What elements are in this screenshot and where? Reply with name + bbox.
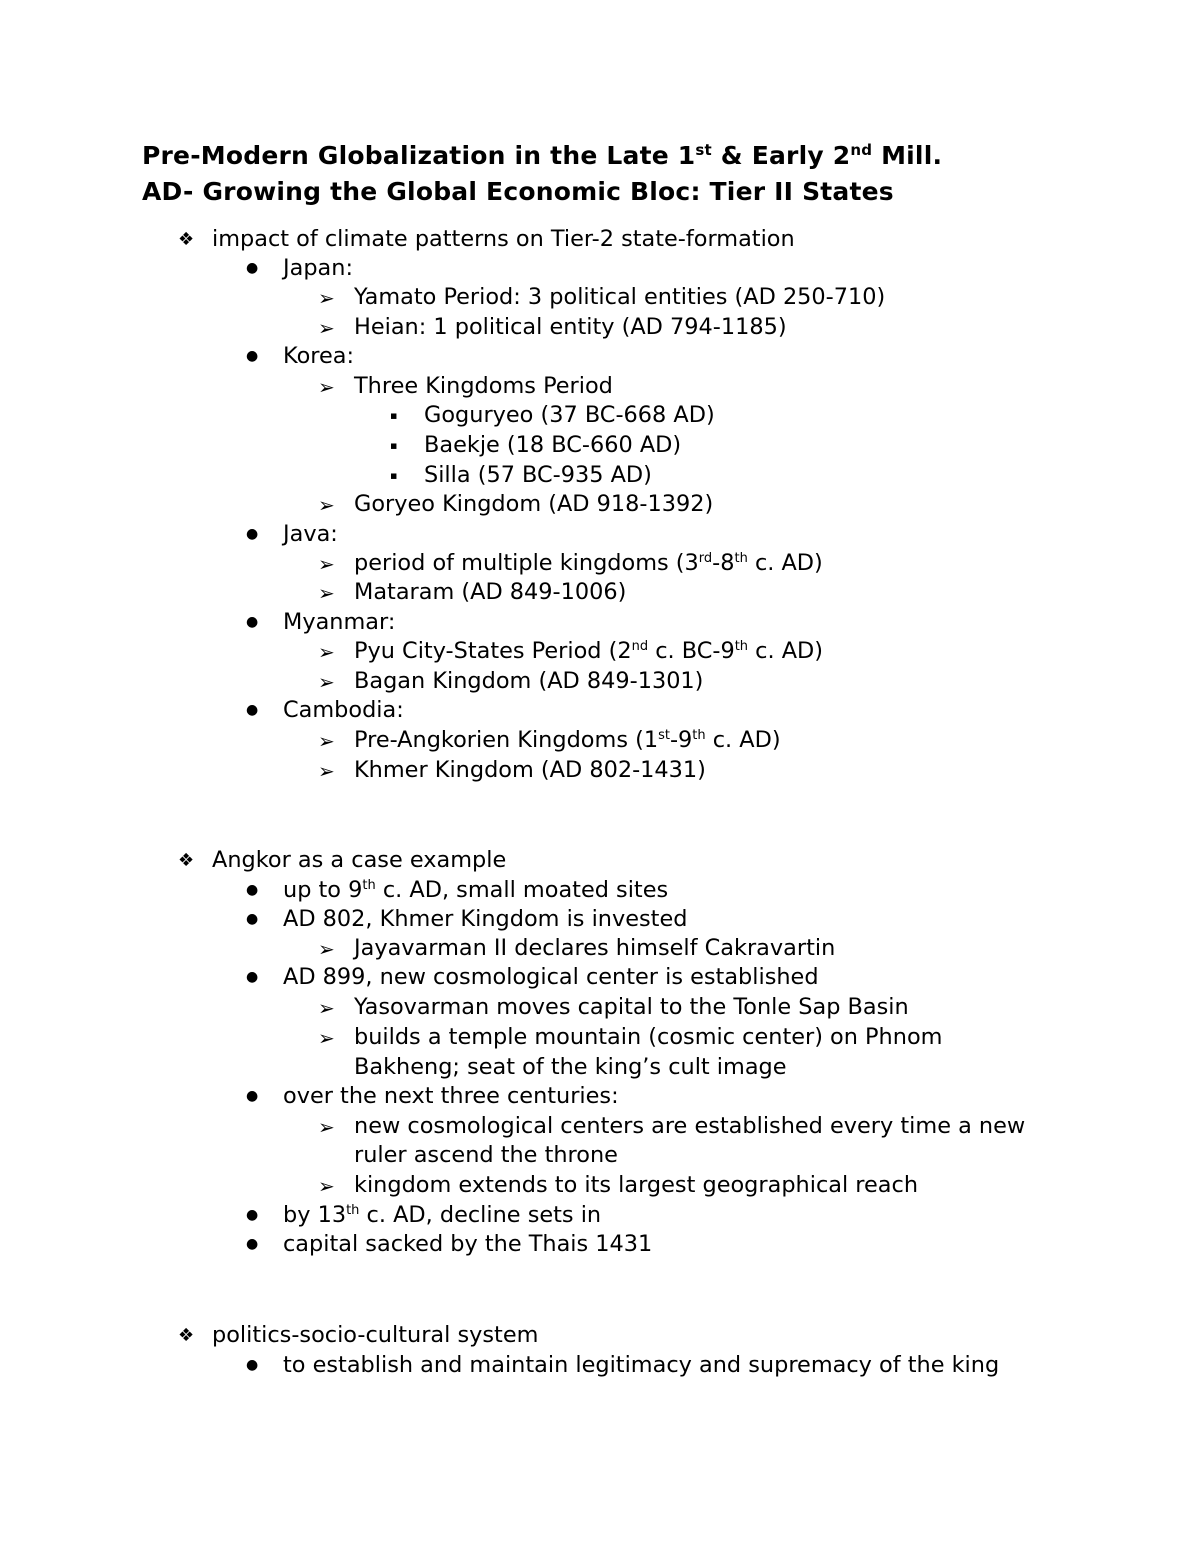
title-line-2: AD- Growing the Global Economic Bloc: Tier II States [142,177,894,206]
item-text: c. AD) [748,638,824,664]
outline-item-level-2 [283,523,338,545]
item-text: Japan: [283,255,353,281]
round-bullet-icon: ● [246,1088,259,1104]
item-text: c. AD, small moated sites [375,877,669,903]
ordinal-superscript: nd [631,639,649,654]
arrow-bullet-icon: ➢ [318,286,335,310]
arrow-bullet-icon: ➢ [318,581,335,605]
outline-item-level-3 [354,316,787,338]
outline-item-level-3 [354,670,703,692]
item-text: AD 802, Khmer Kingdom is invested [283,906,688,932]
outline-item-level-2 [283,879,668,901]
item-text: AD 899, new cosmological center is established [283,964,819,990]
outline-item-level-2 [283,611,395,633]
item-text: Three Kingdoms Period [354,373,613,399]
arrow-bullet-icon: ➢ [318,937,335,961]
item-text: period of multiple kingdoms (3 [354,550,699,576]
arrow-bullet-icon: ➢ [318,552,335,576]
item-text: -9 [669,727,693,753]
ordinal-superscript: th [734,551,748,566]
item-text: Angkor as a case example [212,847,507,873]
ordinal-superscript: th [692,728,706,743]
outline-item-level-3 [354,581,626,603]
item-text: capital sacked by the Thais 1431 [283,1231,653,1257]
item-text: -8 [712,550,735,576]
outline-item-level-3 [354,996,909,1018]
outline-item-level-4 [424,404,715,426]
item-text: to establish and maintain legitimacy and supremacy of the king [283,1352,1000,1378]
item-text: builds a temple mountain (cosmic center) on Phnom [354,1024,943,1050]
item-text: politics-socio-cultural system [212,1322,539,1348]
arrow-bullet-icon: ➢ [318,996,335,1020]
item-text: Korea: [283,343,355,369]
item-text: ruler ascend the throne [354,1142,618,1168]
item-text: Bakheng; seat of the king’s cult image [354,1054,787,1080]
arrow-bullet-icon: ➢ [318,729,335,753]
round-bullet-icon: ● [246,882,259,898]
ordinal-superscript: th [346,1203,360,1218]
arrow-bullet-icon: ➢ [318,1026,335,1050]
outline-item-level-2 [283,257,353,279]
round-bullet-icon: ● [246,969,259,985]
round-bullet-icon: ● [246,1236,259,1252]
outline-item-level-3 [354,640,823,662]
round-bullet-icon: ● [246,911,259,927]
arrow-bullet-icon: ➢ [318,1174,335,1198]
item-text: Yamato Period: 3 political entities (AD 250-710) [354,284,886,310]
item-text: impact of climate patterns on Tier-2 state-formation [212,226,795,252]
diamond-bullet-icon: ❖ [178,229,195,250]
title-line-1: Pre-Modern Globalization in the Late 1st & Early 2nd Mill. [142,141,943,170]
round-bullet-icon: ● [246,1207,259,1223]
outline-item-level-3 [354,493,713,515]
arrow-bullet-icon: ➢ [318,493,335,517]
outline-item-level-4 [424,434,681,456]
item-text: Heian: 1 political entity (AD 794-1185) [354,314,787,340]
outline-item-level-2 [283,1085,619,1107]
round-bullet-icon: ● [246,526,259,542]
arrow-bullet-icon: ➢ [318,375,335,399]
outline-item-level-3 [354,375,613,397]
item-text: Baekje (18 BC-660 AD) [424,432,682,458]
item-text: new cosmological centers are established every time a new [354,1113,1026,1139]
item-text: Pyu City-States Period (2 [354,638,632,664]
item-text: Cambodia: [283,697,404,723]
round-bullet-icon: ● [246,260,259,276]
arrow-bullet-icon: ➢ [318,670,335,694]
outline-item-level-2 [283,908,687,930]
outline-item-level-3 [354,286,885,308]
ordinal-superscript: rd [698,551,713,566]
arrow-bullet-icon: ➢ [318,759,335,783]
item-text: by 13 [283,1202,347,1228]
square-bullet-icon: ▪ [390,439,398,452]
square-bullet-icon: ▪ [390,409,398,422]
item-text: Jayavarman II declares himself Cakravartin [354,935,836,961]
outline-item-level-3 [354,729,781,751]
ordinal-superscript: th [734,639,749,654]
item-text: c. BC-9 [648,638,735,664]
outline-item-level-2 [283,1233,652,1255]
item-text: Bagan Kingdom (AD 849-1301) [354,668,704,694]
arrow-bullet-icon: ➢ [318,316,335,340]
item-text: Java: [283,521,338,547]
outline-item-level-1 [212,228,795,250]
item-text: over the next three centuries: [283,1083,619,1109]
outline-item-level-3 [354,1026,942,1048]
item-text: Yasovarman moves capital to the Tonle Sap Basin [354,994,909,1020]
item-text: Mataram (AD 849-1006) [354,579,627,605]
ordinal-superscript: st [658,728,670,743]
square-bullet-icon: ▪ [390,469,398,482]
outline-item-level-2 [283,345,354,367]
item-text: Pre-Angkorien Kingdoms (1 [354,727,659,753]
outline-item-level-3 [354,1115,1025,1137]
outline-item-level-2 [283,1204,601,1226]
arrow-bullet-icon: ➢ [318,640,335,664]
round-bullet-icon: ● [246,614,259,630]
item-text: Myanmar: [283,609,396,635]
item-text: kingdom extends to its largest geographical reach [354,1172,919,1198]
item-text: c. AD) [747,550,823,576]
outline-item-level-1 [212,849,506,871]
outline-item-level-1 [212,1324,538,1346]
round-bullet-icon: ● [246,702,259,718]
item-text: Goguryeo (37 BC-668 AD) [424,402,715,428]
item-text: Silla (57 BC-935 AD) [424,462,652,488]
round-bullet-icon: ● [246,348,259,364]
arrow-bullet-icon: ➢ [318,1115,335,1139]
outline-item-level-3 [354,759,706,781]
item-text: c. AD, decline sets in [359,1202,602,1228]
ordinal-superscript: th [362,878,376,893]
item-text: Goryeo Kingdom (AD 918-1392) [354,491,714,517]
item-text: Khmer Kingdom (AD 802-1431) [354,757,706,783]
outline-item-level-2 [283,699,404,721]
diamond-bullet-icon: ❖ [178,1325,195,1346]
outline-item-level-2 [283,1354,999,1376]
outline-item-continuation [354,1144,618,1166]
outline-item-level-3 [354,1174,918,1196]
outline-item-level-2 [283,966,819,988]
outline-item-level-3 [354,552,823,574]
diamond-bullet-icon: ❖ [178,850,195,871]
outline-item-level-4 [424,464,652,486]
outline-item-level-3 [354,937,835,959]
round-bullet-icon: ● [246,1357,259,1373]
item-text: c. AD) [705,727,781,753]
outline-item-continuation [354,1056,787,1078]
item-text: up to 9 [283,877,363,903]
